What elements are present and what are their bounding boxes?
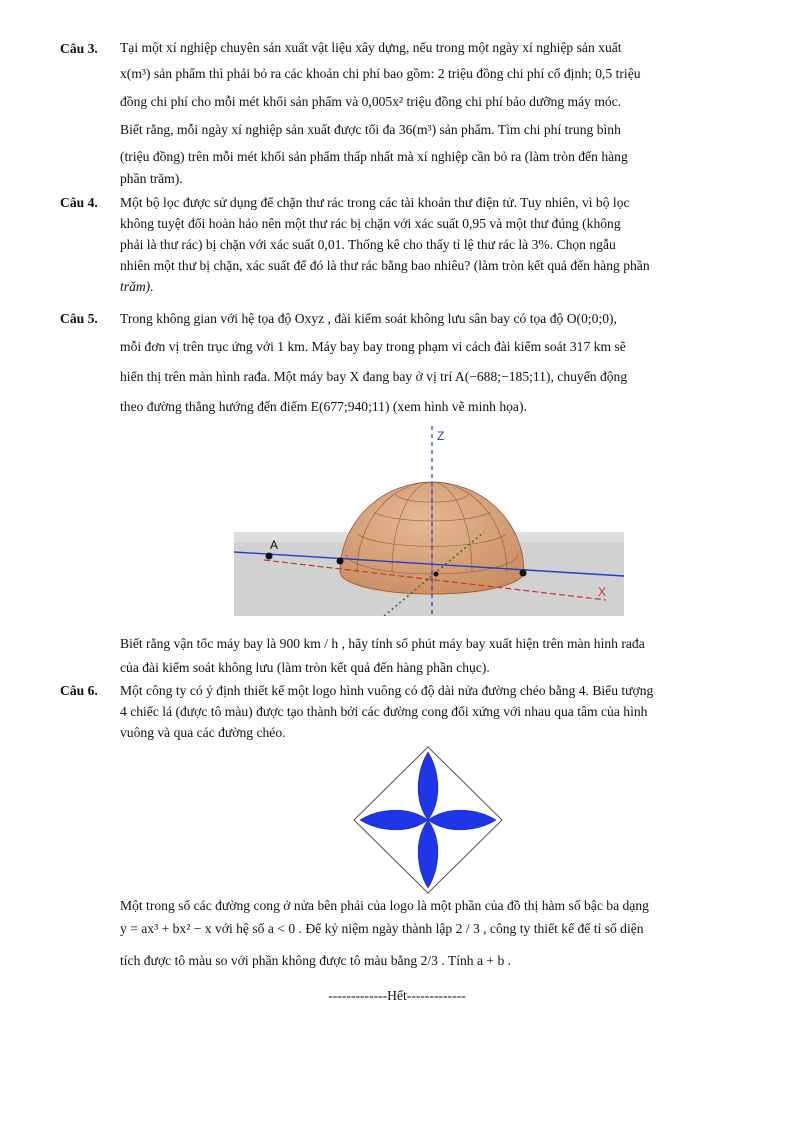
q6-after-line-2: y = ax³ + bx² − x với hệ số a < 0 . Để kỷ niệm ngày thành lập 2 / 3 , công ty thiết kế để tỉ số diện bbox=[120, 921, 644, 936]
q3-line-4: Biết rằng, mỗi ngày xí nghiệp sản xuất được tối đa 36(m³) sản phẩm. Tìm chi phí trung bình bbox=[120, 122, 621, 137]
q6-line-3: vuông và qua các đường chéo. bbox=[120, 725, 286, 740]
question-6-continued bbox=[60, 895, 740, 981]
question-5-continued bbox=[60, 632, 740, 680]
q4-line-2: không tuyệt đối hoàn hảo nên một thư rác bị chặn với xác suất 0,95 và một thư đúng (không bbox=[120, 216, 621, 231]
label-x: X bbox=[598, 585, 607, 599]
label-a: A bbox=[270, 538, 279, 552]
q4-line-1: Một bộ lọc được sử dụng để chặn thư rác trong các tài khoản thư điện tử. Tuy nhiên, vì bộ lọc bbox=[120, 195, 630, 210]
q5-line-1: Trong không gian với hệ tọa độ Oxyz , đài kiểm soát không lưu sân bay có tọa độ O(0;0;0), bbox=[120, 311, 617, 326]
q3-line-5: (triệu đồng) trên mỗi mét khối sản phẩm thấp nhất mà xí nghiệp cần bỏ ra (làm tròn đến hàng bbox=[120, 149, 628, 164]
question-6 bbox=[60, 680, 740, 743]
question-number: Câu 6. bbox=[60, 683, 98, 698]
q3-line-3: đồng chi phí cho mỗi mét khối sản phẩm và 0,005x² triệu đồng chi phí bảo dưỡng máy móc. bbox=[120, 94, 622, 109]
q6-line-2: 4 chiếc lá (được tô màu) được tạo thành bởi các đường cong đối xứng với nhau qua tâm của hình bbox=[120, 704, 648, 719]
question-number: Câu 4. bbox=[60, 195, 98, 210]
q3-line-1: Tại một xí nghiệp chuyên sản xuất vật liệu xây dựng, nếu trong một ngày xí nghiệp sản xuất bbox=[120, 40, 622, 55]
q5-after-line-2: của đài kiểm soát không lưu (làm tròn kết quả đến hàng phần chục). bbox=[120, 660, 490, 675]
q6-after-line-1: Một trong số các đường cong ở nửa bên phải của logo là một phần của đồ thị hàm số bậc ba dạng bbox=[120, 898, 649, 913]
q4-line-4: nhiên một thư bị chặn, xác suất để đó là thư rác bằng bao nhiêu? (làm tròn kết quả đến hàng phần bbox=[120, 258, 650, 273]
point-a bbox=[266, 553, 273, 560]
question-number: Câu 3. bbox=[60, 41, 98, 56]
end-marker: -------------Hết------------- bbox=[328, 988, 466, 1003]
q3-line-2: x(m³) sản phẩm thì phải bỏ ra các khoản chi phí bao gồm: 2 triệu đồng chi phí cố định; 0,5 triệu bbox=[120, 66, 641, 81]
question-4 bbox=[60, 192, 740, 297]
label-z: Z bbox=[437, 429, 445, 443]
question-3 bbox=[60, 36, 740, 188]
q4-line-3: phải là thư rác) bị chặn với xác suất 0,01. Thống kê cho thấy tỉ lệ thư rác là 3%. Chọn ngẫu bbox=[120, 237, 616, 252]
q3-line-6: phần trăm). bbox=[120, 171, 183, 186]
question-5 bbox=[60, 306, 740, 422]
q5-line-4: theo đường thẳng hướng đến điểm E(677;940;11) (xem hình vẽ minh họa). bbox=[120, 399, 527, 414]
q5-line-2: mỗi đơn vị trên trục ứng với 1 km. Máy bay bay trong phạm vi cách đài kiểm soát 317 km sẽ bbox=[120, 339, 626, 354]
four-leaf-logo bbox=[352, 746, 504, 894]
question-number: Câu 5. bbox=[60, 311, 98, 326]
q4-line-5: trăm). bbox=[120, 279, 154, 294]
q5-after-line-1: Biết rằng vận tốc máy bay là 900 km / h , hãy tính số phút máy bay xuất hiện trên màn hình rađa bbox=[120, 636, 645, 651]
radar-hemisphere-figure bbox=[234, 424, 624, 616]
q6-line-1: Một công ty có ý định thiết kế một logo hình vuông có độ dài nửa đường chéo bằng 4. Biểu tượng bbox=[120, 683, 654, 698]
q6-after-line-3: tích được tô màu so với phần không được tô màu bằng 2/3 . Tính a + b . bbox=[120, 953, 512, 968]
q5-line-3: hiển thị trên màn hình rađa. Một máy bay X đang bay ở vị trí A(−688;−185;11), chuyển động bbox=[120, 369, 628, 384]
